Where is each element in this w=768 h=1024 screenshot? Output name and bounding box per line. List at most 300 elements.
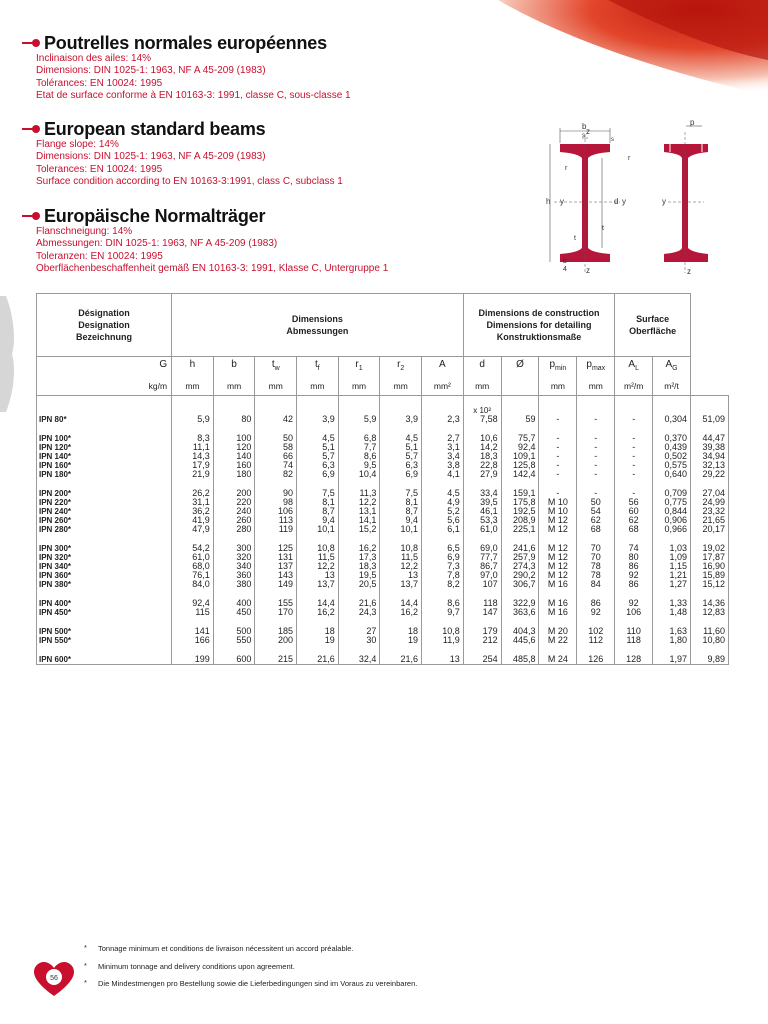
value-cell: 15,12 <box>691 580 729 589</box>
value-cell: 500 <box>213 627 255 636</box>
value-cell: 14,1 <box>338 516 380 525</box>
surface-header <box>615 294 691 357</box>
value-cell: 9,89 <box>691 655 729 665</box>
value-cell: 14,4 <box>380 599 422 608</box>
beams-table <box>36 293 729 665</box>
value-cell: 0,575 <box>653 461 691 470</box>
value-cell: 5,1 <box>297 443 339 452</box>
table-row <box>37 525 729 534</box>
value-cell: 6,9 <box>422 553 464 562</box>
section-line: Flange slope: 14% <box>36 139 119 150</box>
value-cell: 5,9 <box>172 415 214 424</box>
value-cell: 4,5 <box>422 489 464 498</box>
symbol-label <box>37 359 167 370</box>
value-cell: 21,6 <box>297 655 339 665</box>
value-cell: 140 <box>213 452 255 461</box>
symbol-main: t <box>315 359 318 370</box>
value-cell: 8,1 <box>297 498 339 507</box>
value-cell: 36,2 <box>172 507 214 516</box>
value-cell: 4,5 <box>297 434 339 443</box>
value-cell: 92,4 <box>172 599 214 608</box>
value-cell: 17,87 <box>691 553 729 562</box>
dim-label: t <box>574 235 576 242</box>
empty-cell <box>172 396 214 407</box>
empty-cell <box>37 424 172 434</box>
value-cell: - <box>577 489 615 498</box>
section-line: Dimensions: DIN 1025-1: 1963, NF A 45-209 (1983) <box>36 151 266 163</box>
symbol-label <box>172 359 213 370</box>
value-cell: M 12 <box>539 516 577 525</box>
value-cell: M 10 <box>539 498 577 507</box>
empty-cell <box>422 396 464 407</box>
value-cell: 16,2 <box>297 608 339 617</box>
value-cell: 62 <box>615 516 653 525</box>
designation-cell: IPN 380* <box>37 580 172 589</box>
value-cell: 445,6 <box>501 636 539 645</box>
page-number: 56 <box>50 975 58 982</box>
value-cell: 11,3 <box>338 489 380 498</box>
symbol-cell <box>380 357 422 396</box>
value-cell: 84 <box>577 580 615 589</box>
value-cell: 1,03 <box>653 544 691 553</box>
beam-section-diagram <box>540 118 650 280</box>
designation-cell: IPN 260* <box>37 516 172 525</box>
value-cell: 12,2 <box>297 562 339 571</box>
dim-label: p <box>690 118 695 127</box>
designation-cell: IPN 450* <box>37 608 172 617</box>
value-cell: 6,8 <box>338 434 380 443</box>
value-cell: 200 <box>255 636 297 645</box>
designation-header <box>37 294 172 357</box>
section-title: European standard beams <box>44 119 266 139</box>
header-line: Abmessungen <box>286 326 349 336</box>
value-cell: 143 <box>255 571 297 580</box>
value-cell: 0,906 <box>653 516 691 525</box>
value-cell: 13 <box>422 655 464 665</box>
value-cell: 86 <box>615 580 653 589</box>
value-cell: 8,2 <box>422 580 464 589</box>
value-cell: 86 <box>615 562 653 571</box>
value-cell: 42 <box>255 415 297 424</box>
value-cell: 6,9 <box>380 470 422 479</box>
value-cell: 110 <box>615 627 653 636</box>
value-cell: 1,33 <box>653 599 691 608</box>
value-cell: 33,4 <box>463 489 501 498</box>
symbol-label <box>539 359 576 372</box>
value-cell: 107 <box>463 580 501 589</box>
value-cell: 106 <box>615 608 653 617</box>
section-en <box>22 119 542 189</box>
symbol-label <box>615 359 652 372</box>
value-cell: 125,8 <box>501 461 539 470</box>
value-cell: 46,1 <box>463 507 501 516</box>
value-cell: 32,13 <box>691 461 729 470</box>
value-cell: 4,9 <box>422 498 464 507</box>
value-cell: 120 <box>213 443 255 452</box>
value-cell: 12,2 <box>338 498 380 507</box>
value-cell: 380 <box>213 580 255 589</box>
value-cell: - <box>577 452 615 461</box>
value-cell: 5,7 <box>380 452 422 461</box>
header-line: Dimensions <box>291 314 343 324</box>
table-row <box>37 544 729 553</box>
value-cell: 21,6 <box>338 599 380 608</box>
value-cell: 23,32 <box>691 507 729 516</box>
value-cell: 225,1 <box>501 525 539 534</box>
value-cell: 199 <box>172 655 214 665</box>
value-cell: 131 <box>255 553 297 562</box>
designation-cell: IPN 180* <box>37 470 172 479</box>
symbol-cell <box>255 357 297 396</box>
header-line: Dimensions for detailing <box>486 320 592 330</box>
footnote-mark: * <box>84 943 87 952</box>
symbol-main: A <box>665 359 673 370</box>
footnote <box>84 962 295 971</box>
symbol-cell <box>338 357 380 396</box>
section-title: Europäische Normalträger <box>44 206 266 226</box>
empty-cell <box>691 396 729 407</box>
value-cell: 61,0 <box>463 525 501 534</box>
value-cell: 47,9 <box>172 525 214 534</box>
unit-label: m²/t <box>664 381 679 391</box>
value-cell: 80 <box>213 415 255 424</box>
designation-cell: IPN 280* <box>37 525 172 534</box>
value-cell: - <box>577 470 615 479</box>
section-fr <box>22 33 542 103</box>
value-cell: 27,9 <box>463 470 501 479</box>
table-row <box>37 655 729 665</box>
value-cell: 1,21 <box>653 571 691 580</box>
symbol-cell <box>172 357 214 396</box>
value-cell: 78 <box>577 562 615 571</box>
value-cell: 126 <box>577 655 615 665</box>
value-cell: 69,0 <box>463 544 501 553</box>
value-cell: - <box>615 470 653 479</box>
designation-cell: IPN 100* <box>37 434 172 443</box>
symbol-label <box>653 359 690 372</box>
value-cell: 51,09 <box>691 415 729 424</box>
value-cell: 17,3 <box>338 553 380 562</box>
value-cell: 290,2 <box>501 571 539 580</box>
dim-label: h <box>546 197 551 206</box>
value-cell: 160 <box>213 461 255 470</box>
symbol-subscript: f <box>317 365 320 372</box>
value-cell: - <box>539 452 577 461</box>
value-cell: 109,1 <box>501 452 539 461</box>
value-cell: 1,80 <box>653 636 691 645</box>
table-row <box>37 461 729 470</box>
value-cell: 0,844 <box>653 507 691 516</box>
page-number-badge <box>34 962 74 998</box>
value-cell: M 12 <box>539 571 577 580</box>
value-cell: 175,8 <box>501 498 539 507</box>
value-cell: 12,2 <box>380 562 422 571</box>
value-cell: 62 <box>577 516 615 525</box>
value-cell: 32,4 <box>338 655 380 665</box>
dimensions-header <box>172 294 464 357</box>
value-cell: 0,502 <box>653 452 691 461</box>
value-cell: 106 <box>255 507 297 516</box>
symbol-main: p <box>586 359 592 370</box>
symbol-subscript: w <box>274 365 280 372</box>
symbol-cell <box>463 357 501 396</box>
dim-label: b <box>582 122 587 131</box>
designation-cell: IPN 120* <box>37 443 172 452</box>
value-cell: 550 <box>213 636 255 645</box>
footnote-mark: * <box>84 978 87 987</box>
value-cell: M 16 <box>539 608 577 617</box>
dim-label: z <box>687 267 691 276</box>
value-cell: 70 <box>577 544 615 553</box>
section-de <box>22 206 542 276</box>
unit-label: mm <box>226 381 242 391</box>
symbol-main: r <box>397 359 401 370</box>
designation-cell: IPN 400* <box>37 599 172 608</box>
table-row <box>37 571 729 580</box>
value-cell: 6,5 <box>422 544 464 553</box>
value-cell: 10,80 <box>691 636 729 645</box>
value-cell: 13 <box>297 571 339 580</box>
value-cell: 149 <box>255 580 297 589</box>
value-cell: 322,9 <box>501 599 539 608</box>
value-cell: 260 <box>213 516 255 525</box>
value-cell: - <box>539 443 577 452</box>
symbol-cell <box>37 357 172 396</box>
value-cell: 2,3 <box>422 415 464 424</box>
value-cell: 166 <box>172 636 214 645</box>
value-cell: 118 <box>615 636 653 645</box>
value-cell: 24,99 <box>691 498 729 507</box>
designation-cell: IPN 160* <box>37 461 172 470</box>
unit-label: kg/m <box>148 381 168 391</box>
value-cell: 16,2 <box>338 544 380 553</box>
value-cell: 119 <box>255 525 297 534</box>
page-tab <box>0 296 16 412</box>
value-cell: 13,7 <box>297 580 339 589</box>
symbol-subscript: L <box>635 365 639 372</box>
value-cell: 9,5 <box>338 461 380 470</box>
value-cell: 13 <box>380 571 422 580</box>
value-cell: 14,4 <box>297 599 339 608</box>
value-cell: 10,1 <box>297 525 339 534</box>
value-cell: - <box>539 415 577 424</box>
unit-label: mm <box>550 381 565 391</box>
value-cell: 170 <box>255 608 297 617</box>
designation-cell: IPN 240* <box>37 507 172 516</box>
table-row <box>37 580 729 589</box>
value-cell: 11,5 <box>297 553 339 562</box>
value-cell: 41,9 <box>172 516 214 525</box>
value-cell: 18 <box>380 627 422 636</box>
value-cell: 1,09 <box>653 553 691 562</box>
value-cell: M 12 <box>539 544 577 553</box>
header-line: Désignation <box>78 308 130 318</box>
value-cell: - <box>615 415 653 424</box>
value-cell: 3,9 <box>380 415 422 424</box>
value-cell: 7,5 <box>297 489 339 498</box>
value-cell: 90 <box>255 489 297 498</box>
symbol-label <box>255 359 296 372</box>
value-cell: 8,7 <box>297 507 339 516</box>
section-line: Tolerances: EN 10024: 1995 <box>36 163 163 175</box>
value-cell: 54,2 <box>172 544 214 553</box>
value-cell: 159,1 <box>501 489 539 498</box>
value-cell: 11,9 <box>422 636 464 645</box>
value-cell: 56 <box>615 498 653 507</box>
symbol-label <box>422 359 463 370</box>
empty-cell <box>380 396 422 407</box>
value-cell: 68,0 <box>172 562 214 571</box>
symbol-main: t <box>271 359 275 370</box>
value-cell: 53,3 <box>463 516 501 525</box>
scale-note: x 10² <box>463 406 501 415</box>
value-cell: 112 <box>577 636 615 645</box>
empty-cell <box>297 396 339 407</box>
value-cell: 485,8 <box>501 655 539 665</box>
symbol-subscript: G <box>672 365 678 372</box>
empty-cell <box>37 534 172 544</box>
footnote-text: Die Mindestmengen pro Bestellung sowie die Lieferbedingungen sind im Voraus zu vereinbaren. <box>98 979 418 988</box>
dim-label: y <box>662 197 666 206</box>
value-cell: 11,1 <box>172 443 214 452</box>
unit-label: mm <box>310 381 325 391</box>
value-cell: 19,02 <box>691 544 729 553</box>
unit-label: mm <box>475 381 490 391</box>
empty-cell <box>37 617 172 627</box>
value-cell: 100 <box>213 434 255 443</box>
value-cell: 70 <box>577 553 615 562</box>
value-cell: - <box>539 434 577 443</box>
header-line: Oberfläche <box>629 326 677 336</box>
value-cell: 7,5 <box>380 489 422 498</box>
construction-header <box>463 294 615 357</box>
value-cell: - <box>577 434 615 443</box>
value-cell: 15,89 <box>691 571 729 580</box>
value-cell: 8,6 <box>338 452 380 461</box>
symbol-cell <box>539 357 577 396</box>
table-row <box>37 434 729 443</box>
value-cell: 208,9 <box>501 516 539 525</box>
value-cell: 14,36 <box>691 599 729 608</box>
empty-cell <box>37 396 172 407</box>
value-cell: 39,38 <box>691 443 729 452</box>
bullet-icon <box>22 128 36 130</box>
symbol-main: p <box>549 359 556 370</box>
table-row <box>37 507 729 516</box>
value-cell: 6,3 <box>380 461 422 470</box>
table-row <box>37 562 729 571</box>
value-cell: 77,7 <box>463 553 501 562</box>
value-cell: M 16 <box>539 580 577 589</box>
section-title: Poutrelles normales européennes <box>44 33 327 53</box>
value-cell: 1,48 <box>653 608 691 617</box>
value-cell: 27 <box>338 627 380 636</box>
value-cell: 6,1 <box>422 525 464 534</box>
value-cell: 8,3 <box>172 434 214 443</box>
value-cell: 59 <box>501 415 539 424</box>
dim-label: 4 <box>563 266 567 273</box>
footnote-text: Minimum tonnage and delivery conditions upon agreement. <box>98 962 295 971</box>
value-cell: 0,640 <box>653 470 691 479</box>
symbol-label <box>502 359 539 370</box>
designation-cell: IPN 140* <box>37 452 172 461</box>
bullet-icon <box>22 215 36 217</box>
value-cell: 11,5 <box>380 553 422 562</box>
value-cell: - <box>539 489 577 498</box>
value-cell: 20,17 <box>691 525 729 534</box>
empty-cell <box>463 396 501 407</box>
value-cell: 18,3 <box>463 452 501 461</box>
symbol-main: A <box>628 359 636 370</box>
value-cell: 404,3 <box>501 627 539 636</box>
symbol-label <box>297 359 338 372</box>
header-line: Surface <box>636 314 670 324</box>
value-cell: 185 <box>255 627 297 636</box>
value-cell: 240 <box>213 507 255 516</box>
value-cell: M 22 <box>539 636 577 645</box>
value-cell: 92 <box>615 599 653 608</box>
unit-label: mm <box>351 381 367 391</box>
value-cell: 34,94 <box>691 452 729 461</box>
symbol-main: G <box>159 359 168 370</box>
table-row <box>37 498 729 507</box>
footnote-text: Tonnage minimum et conditions de livraison nécessitent un accord préalable. <box>98 944 354 953</box>
symbol-subscript: 1 <box>358 365 363 372</box>
value-cell: 192,5 <box>501 507 539 516</box>
value-cell: 155 <box>255 599 297 608</box>
value-cell: M 12 <box>539 553 577 562</box>
section-line: Etat de surface conforme à EN 10163-3: 1991, classe C, sous-classe 1 <box>36 90 351 102</box>
value-cell: 0,775 <box>653 498 691 507</box>
table-row <box>37 443 729 452</box>
value-cell: 61,0 <box>172 553 214 562</box>
value-cell: 75,7 <box>501 434 539 443</box>
symbol-subscript: max <box>591 365 606 372</box>
empty-cell <box>213 396 255 407</box>
value-cell: 54 <box>577 507 615 516</box>
header-line: Designation <box>78 320 130 330</box>
value-cell: 13,1 <box>338 507 380 516</box>
beam-side-diagram <box>660 118 760 280</box>
value-cell: 128 <box>615 655 653 665</box>
value-cell: 0,966 <box>653 525 691 534</box>
symbol-cell <box>297 357 339 396</box>
value-cell: 102 <box>577 627 615 636</box>
header-line: Bezeichnung <box>76 332 133 342</box>
value-cell: 179 <box>463 627 501 636</box>
value-cell: 7,8 <box>422 571 464 580</box>
dim-label: z <box>586 127 590 136</box>
symbol-label <box>214 359 255 370</box>
value-cell: 20,5 <box>338 580 380 589</box>
section-line: Dimensions: DIN 1025-1: 1963, NF A 45-209 (1983) <box>36 65 266 77</box>
header-line: Konstruktionsmaße <box>496 332 582 342</box>
value-cell: - <box>577 415 615 424</box>
value-cell: 10,8 <box>297 544 339 553</box>
value-cell: 0,370 <box>653 434 691 443</box>
symbol-label <box>380 359 421 372</box>
value-cell: 147 <box>463 608 501 617</box>
value-cell: 18,3 <box>338 562 380 571</box>
value-cell: 8,7 <box>380 507 422 516</box>
value-cell: 215 <box>255 655 297 665</box>
symbol-subscript: min <box>555 365 567 372</box>
value-cell: 1,97 <box>653 655 691 665</box>
symbol-cell <box>422 357 464 396</box>
value-cell: 118 <box>463 599 501 608</box>
value-cell: 92 <box>615 571 653 580</box>
dim-label: y <box>622 197 626 206</box>
